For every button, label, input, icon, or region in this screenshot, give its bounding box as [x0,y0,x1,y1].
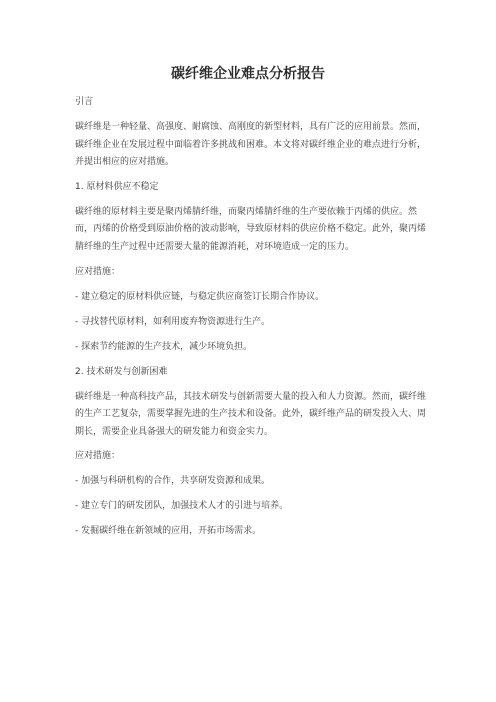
section-2-measure-item: - 建立专门的研发团队，加强技术人才的引进与培养。 [75,501,289,512]
section-2-measures-heading: 应对措施： [75,451,121,462]
section-1-heading: 1. 原材料供应不稳定 [75,181,159,192]
section-2-heading: 2. 技术研发与创新困难 [75,366,168,377]
intro-paragraph: 碳纤维是一种轻量、高强度、耐腐蚀、高刚度的新型材料，具有广泛的应用前景。然而，碳纤维企业在发展过程中面临着许多挑战和困难。本文将对碳纤维企业的难点进行分析，并提出相应的应对措施。 [75,122,427,168]
section-2-measure-item: - 发掘碳纤维在新领域的应用，开拓市场需求。 [75,526,262,537]
section-1-measure-item: - 探索节约能源的生产技术，减少环境负担。 [75,341,253,352]
intro-heading: 引言 [75,97,94,107]
section-1-paragraph: 碳纤维的原材料主要是聚丙烯腈纤维，而聚丙烯腈纤维的生产要依赖于丙烯的供应。然而，丙烯的价格受到原油价格的波动影响，导致原材料的供应价格不稳定。此外，聚丙烯腈纤维的生产过程中还需要大量的能源消耗，对环境造成一定的压力。 [75,206,427,252]
section-1-measure-item: - 寻找替代原材料，如利用废弃物资源进行生产。 [75,316,271,327]
section-2-measure-item: - 加强与科研机构的合作，共享研发资源和成果。 [75,476,271,487]
section-1-measure-item: - 建立稳定的原材料供应链，与稳定供应商签订长期合作协议。 [75,291,325,302]
document-title: 碳纤维企业难点分析报告 [171,66,325,82]
section-1-measures-heading: 应对措施： [75,266,121,277]
section-2-paragraph: 碳纤维是一种高科技产品，其技术研发与创新需要大量的投入和人力资源。然而，碳纤维的生产工艺复杂，需要掌握先进的生产技术和设备。此外，碳纤维产品的研发投入大、周期长，需要企业具备强大的研发能力和资金实力。 [75,391,427,437]
document-body [75,94,429,548]
